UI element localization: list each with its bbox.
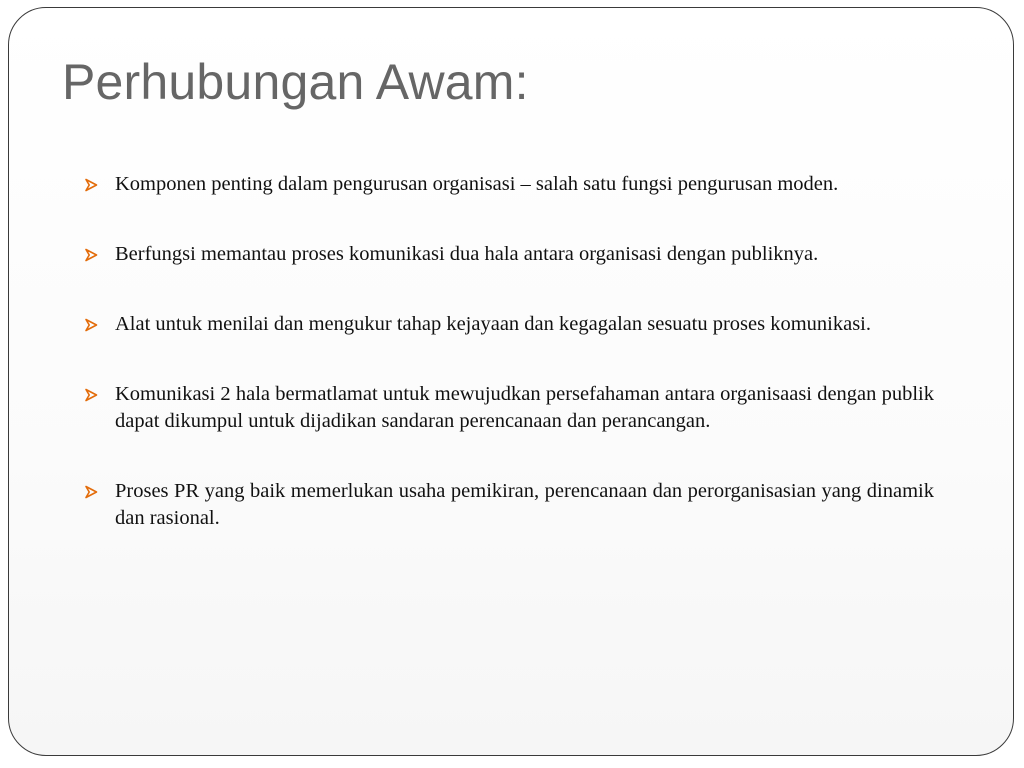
list-item bbox=[84, 478, 934, 532]
arrow-right-icon bbox=[84, 178, 98, 192]
bullet-list bbox=[84, 171, 934, 575]
bullet-text: Berfungsi memantau proses komunikasi dua hala antara organisasi dengan publiknya. bbox=[115, 243, 819, 265]
list-item bbox=[84, 241, 934, 268]
bullet-text: Proses PR yang baik memerlukan usaha pemikiran, perencanaan dan perorganisasian yang dinamik dan rasional. bbox=[115, 480, 934, 529]
list-item bbox=[84, 381, 934, 435]
arrow-right-icon bbox=[84, 318, 98, 332]
bullet-text: Alat untuk menilai dan mengukur tahap kejayaan dan kegagalan sesuatu proses komunikasi. bbox=[115, 313, 872, 335]
arrow-right-icon bbox=[84, 248, 98, 262]
arrow-right-icon bbox=[84, 388, 98, 402]
arrow-right-icon bbox=[84, 485, 98, 499]
list-item bbox=[84, 311, 934, 338]
list-item bbox=[84, 171, 934, 198]
bullet-text: Komponen penting dalam pengurusan organisasi – salah satu fungsi pengurusan moden. bbox=[115, 173, 839, 195]
bullet-text: Komunikasi 2 hala bermatlamat untuk mewujudkan persefahaman antara organisaasi dengan publik dapat dikumpul untuk dijadikan sandaran perencanaan dan perancangan. bbox=[115, 383, 934, 432]
slide-title: Perhubungan Awam: bbox=[62, 54, 529, 110]
